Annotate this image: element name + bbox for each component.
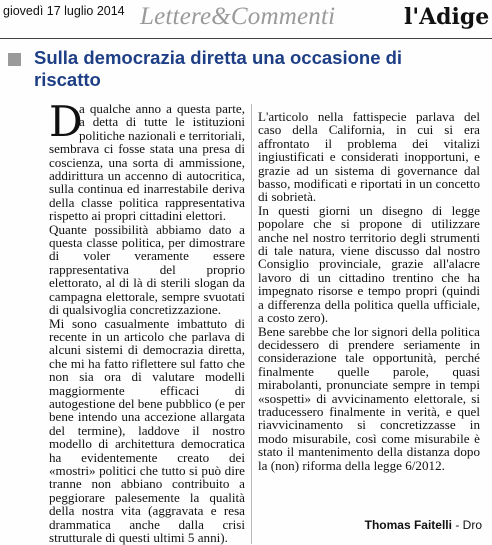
article-paragraph [49,97,245,224]
drop-cap: D [49,97,83,146]
header-rule [0,38,492,39]
publication-date: giovedì 17 luglio 2014 [3,4,125,18]
article-paragraph: In questi giorni un disegno di legge popolare che si propone di utilizzare anche nel nostro territorio degli strumenti di tale natura, viene discusso dal nostro Consiglio provinciale, grazie all'alacre lavoro di un cittadino trentino che ha impegnato risorse e tempo propri (quindi a differenza della politica quella ufficiale, a costo zero). [258,202,480,326]
paragraph-text: a qualche anno a questa parte, a detta di tutte le istituzioni politiche nazionali e territoriali, sembrava ci fosse stata una presa di coscienza, una sorta di ammissione, addirittura un accenno di autocritica, sulla continua ed inarrestabile deriva della classe politica rappresentativa rispetto ai propri cittadini elettori. [49,101,245,224]
square-bullet-icon [8,53,21,66]
section-title: Lettere&Commenti [140,3,336,30]
article-column-left [49,97,245,545]
article-paragraph: Quante possibilità abbiamo dato a questa classe politica, per dimostrare di voler veramente essere rappresentativa del proprio elettorato, al di là di sterili slogan da campagna elettorale, sempre svuotati di qualsivoglia concretizzazione. [49,221,245,318]
letter-signature [365,518,482,532]
article-headline: Sulla democrazia diretta una occasione di riscatto [34,47,403,90]
article-paragraph: Mi sono casualmente imbattuto di recente in un articolo che parlava di alcuni sistemi di democrazia diretta, che mi ha fatto riflettere sul fatto che non sia ora di valutare modelli maggiormente efficaci di autogestione del bene pubblico (e per bene intendo una accezione allargata del termine), laddove il nostro modello di architettura democratica ha evidentemente creato dei «mostri» politici che tutto si può dire tranne non abbiano contribuito a peggiorare palesemente la qualità della nostra vita (aggravata e resa drammatica anche dalla crisi strutturale di questi ultimi 5 anni). [49,315,245,545]
author-name: Thomas Faitelli [364,518,452,532]
newspaper-logo: l'Adige [404,4,490,30]
article-paragraph: L'articolo nella fattispecie parlava del caso della California, in cui si era affrontato il problema dei vitalizi ingiustificati e considerati inopportuni, e grazie ad un sistema di governance dal basso, modificati e riportati in un concetto di sobrietà. [258,109,480,205]
page-header [0,0,492,42]
author-place: - Dro [455,518,482,532]
article-column-right [258,110,480,472]
column-divider [251,104,252,544]
article-paragraph: Bene sarebbe che lor signori della politica decidessero di prendere seriamente in considerazione tale opportunità, perché finalmente quelle parole, quasi mirabolanti, pronunciate sempre in tempi «sospetti» di avvicinamento elettorale, si traducessero finalmente in verità, e quel riavvicinamento si concretizzasse in modo misurabile, così come misurabile è stato il mantenimento della distanza dopo la (non) riforma della legge 6/2012. [258,323,480,473]
